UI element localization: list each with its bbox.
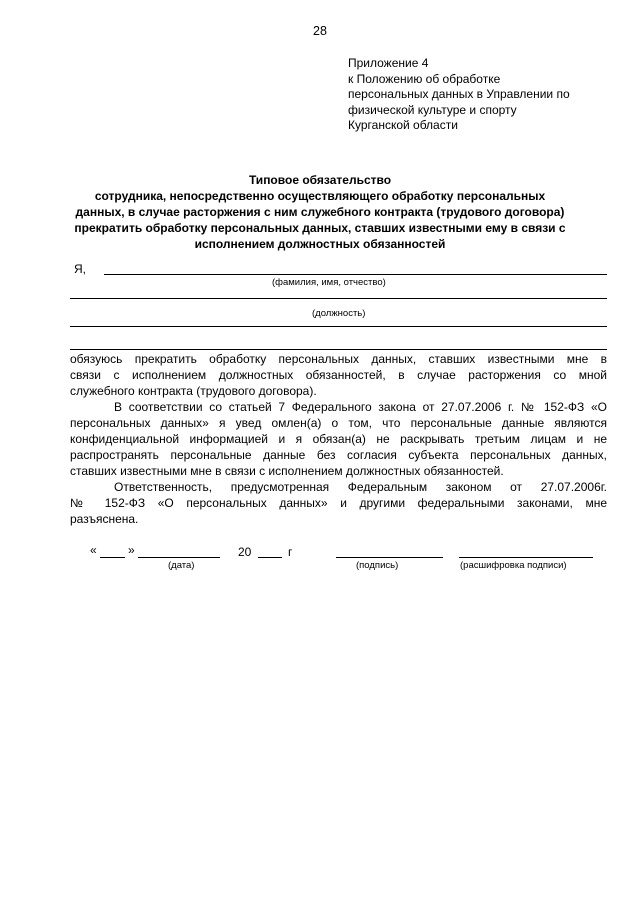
ya-label: Я, [74,262,86,276]
document-title [60,172,580,252]
body-line: обязуюсь прекратить обработку персональных данных, ставших известными мне в [70,352,607,366]
annex-header [348,56,618,134]
body-line: служебного контракта (трудового договора). [70,384,317,398]
signature-line[interactable] [336,557,443,558]
date-quote-open: « [90,543,97,557]
annex-line: Приложение 4 [348,56,429,70]
title-line: Типовое обязательство [248,173,392,187]
position-caption: (должность) [312,308,366,319]
date-quote-close: » [128,543,135,557]
date-year-line[interactable] [258,557,282,558]
title-line: исполнением должностных обязанностей [194,237,446,251]
annex-line: физической культуре и спорту [348,102,517,117]
position-input-line[interactable] [70,298,607,299]
body-line: разъяснена. [70,512,139,526]
date-day-line[interactable] [100,557,125,558]
body-line: конфиденциальной информацией и я обязан(а) не раскрывать третьим лицам и не [70,432,607,446]
body-line: связи с исполнением должностных обязанностей, в случае расторжения со мной [70,368,607,382]
fio-caption: (фамилия, имя, отчество) [272,277,386,288]
body-text [70,351,607,527]
body-line: распространять персональные данные без согласия субъекта персональных данных, [70,448,607,462]
annex-line: персональных данных в Управлении по [348,87,570,102]
body-line: ставших известными мне в связи с исполнением должностных обязанностей. [70,464,504,478]
signature-decode-line[interactable] [459,557,593,558]
body-line: В соответствии со статьей 7 Федерального закона от 27.07.2006 г. № 152-ФЗ «О [114,400,607,414]
year-suffix: г [288,545,293,559]
title-line: прекратить обработку персональных данных, ставших известными ему в связи с [74,221,566,235]
date-caption: (дата) [168,560,195,571]
fio-input-line[interactable] [104,274,607,275]
body-line: № 152-ФЗ «О персональных данных» и другими федеральными законами, мне [70,496,607,510]
signature-caption: (подпись) [356,560,399,571]
body-line: Ответственность, предусмотренная Федеральным законом от 27.07.2006г. [114,480,607,494]
annex-line: к Положению об обработке [348,71,501,86]
date-month-line[interactable] [138,557,220,558]
title-line: сотрудника, непосредственно осуществляющего обработку персональных [94,189,546,203]
page-number: 28 [313,24,327,38]
signature-decode-caption: (расшифровка подписи) [460,560,567,571]
body-line: персональных данных» я увед омлен(а) о том, что персональные данные являются [70,416,607,430]
title-line: данных, в случае расторжения с ним служебного контракта (трудового договора) [75,205,565,219]
position-input-line-2[interactable] [70,326,607,327]
position-input-line-3[interactable] [70,349,607,350]
year-prefix: 20 [238,545,252,559]
annex-line: Курганской области [348,118,458,133]
